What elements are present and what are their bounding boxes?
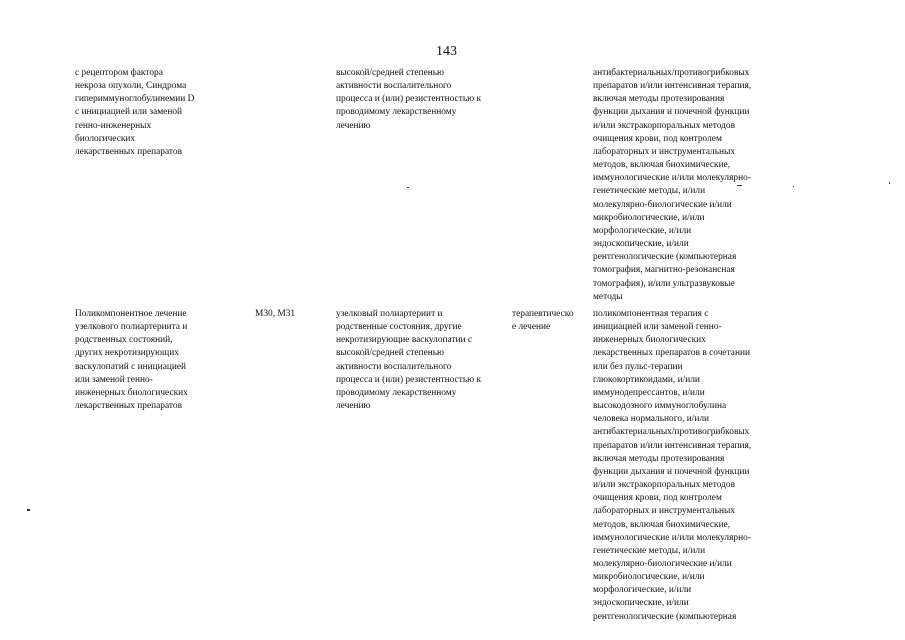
scan-speck bbox=[737, 185, 742, 186]
row-2-treatment-cell: терапевтическо е лечение bbox=[512, 309, 574, 333]
scan-speck bbox=[889, 182, 890, 184]
scan-speck bbox=[27, 509, 30, 511]
scan-speck bbox=[407, 187, 409, 188]
row-1-method-cell: антибактериальных/противогрибковых препаратов и/или интенсивная терапия, включая методы протезирования функции дыхания и почечной функции и/или экстракорпоральных методов очищения крови, под контролем лабораторных и инструментальных методов, включая биохимические, иммунологические и/или молекулярно- генетические методы, и/или молекулярно-биологические и/или микробиологические, и/или морфологические, и/или эндоскопические, и/или рентгенологические (компьютерная томография, магнитно-резонансная томография), и/или ультразвуковые методы bbox=[593, 68, 752, 302]
scan-speck bbox=[793, 186, 794, 187]
row-2-name-cell: Поликомпонентное лечение узелкового полиартериита и родственных состояний, других некротизирующих васкулопатий с инициацией или заменой генно- инженерных биологических лекарственных препаратов bbox=[75, 309, 188, 412]
row-1-model-cell: высокой/средней степенью активности воспалительного процесса и (или) резистентностью к проводимому лекарственному лечению bbox=[336, 68, 481, 131]
row-2-model-cell: узелковый полиартериит и родственные состояния, другие некротизирующие васкулопатии с высокой/средней степенью активности воспалительного процесса и (или) резистентностью к проводимому лекарственному лечению bbox=[336, 309, 481, 412]
page-number: 143 bbox=[436, 44, 457, 59]
row-1-name-cell: с рецептором фактора некроза опухоли, Синдрома гипериммуноглобулинемии D с инициацией или заменой генно-инженерных биологических лекарственных препаратов bbox=[75, 68, 195, 157]
row-2-method-cell: поликомпонентная терапия с инициацией или заменой генно- инженерных биологических лекарственных препаратов в сочетании или без пульс-терапии глюкокортикоидами, и/или иммунодепрессантов, и/или высокодозного иммуноглобулина человека нормального, и/или антибактериальных/противогрибковых препаратов и/или интенсивная терапия, включая методы протезирования функции дыхания и почечной функции и/или экстракорпоральных методов очищения крови, под контролем лабораторных и инструментальных методов, включая биохимические, иммунологические и/или молекулярно- генетические методы, и/или молекулярно-биологические и/или микробиологические, и/или морфологические, и/или эндоскопические, и/или рентгенологические (компьютерная bbox=[593, 309, 752, 622]
row-2-codes-cell: М30, М31 bbox=[255, 309, 296, 319]
